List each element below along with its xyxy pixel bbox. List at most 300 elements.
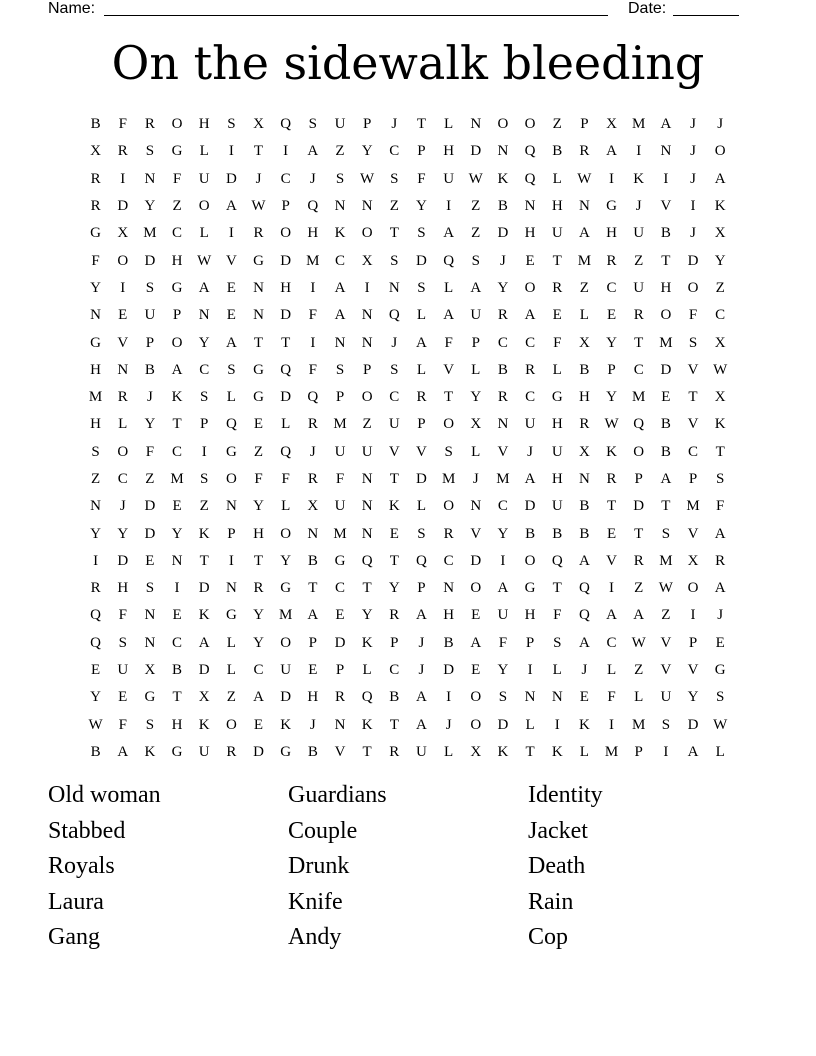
grid-letter: P [634,471,643,487]
grid-letter: P [634,743,643,760]
grid-letter: D [253,743,264,760]
grid-letter: C [633,361,644,378]
grid-letter: Y [90,525,101,542]
grid-letter: N [361,525,373,542]
grid-row [82,138,734,165]
grid-letter: E [226,307,236,324]
grid-row [82,630,734,657]
grid-letter: L [552,170,562,187]
word-list-item: Knife [288,888,343,915]
grid-letter: S [471,252,480,269]
grid-letter: G [253,252,264,269]
grid-letter: X [117,225,129,242]
grid-letter: T [389,225,399,242]
grid-letter: I [120,170,126,187]
grid-letter: F [281,471,290,487]
grid-letter: B [144,361,155,378]
grid-letter: Y [253,634,264,651]
grid-letter: I [446,689,452,706]
grid-letter: Q [280,116,292,133]
grid-letter: U [198,170,210,187]
grid-letter: N [551,689,563,706]
grid-letter: I [690,607,696,624]
grid-letter: H [280,279,292,296]
grid-letter: X [253,116,264,133]
grid-letter: N [524,689,536,706]
grid-letter: C [389,389,400,406]
grid-letter: O [470,689,482,706]
grid-letter: J [581,662,588,679]
grid-row [82,111,734,138]
grid-letter: U [117,662,129,679]
grid-letter: A [443,225,455,242]
grid-letter: H [198,116,210,133]
grid-letter: Y [90,689,101,706]
grid-letter: W [197,252,212,269]
grid-letter: V [687,361,699,378]
grid-letter: A [253,689,264,706]
grid-letter: N [307,525,319,542]
grid-letter: F [91,252,100,269]
grid-letter: S [390,170,399,187]
header-line [48,0,748,20]
grid-letter: Q [578,580,590,597]
grid-letter: B [307,743,318,760]
grid-letter: J [309,170,316,187]
grid-letter: W [713,361,728,378]
grid-letter: E [471,662,481,679]
grid-letter: P [335,389,345,406]
grid-letter: N [171,552,183,569]
grid-letter: K [171,389,183,406]
grid-letter: A [470,279,482,296]
grid-letter: R [552,279,563,296]
grid-letter: L [416,361,427,378]
grid-letter: Y [497,662,509,679]
grid-letter: B [660,443,671,460]
grid-letter: F [498,634,508,651]
grid-letter: J [146,389,153,406]
grid-letter: D [633,498,645,515]
grid-letter: P [471,334,480,351]
grid-letter: D [687,252,699,269]
grid-letter: I [93,552,99,569]
grid-letter: Q [443,252,455,269]
grid-letter: U [633,225,645,242]
grid-letter: L [525,716,535,733]
grid-letter: G [606,198,617,215]
grid-letter: A [660,471,672,487]
grid-letter: R [633,552,644,569]
grid-letter: C [334,580,345,597]
grid-letter: L [471,361,481,378]
grid-letter: E [118,689,128,706]
grid-letter: N [90,307,101,324]
grid-letter: Q [307,198,319,215]
grid-letter: X [578,334,590,351]
grid-letter: L [416,307,427,324]
word-list-item: Royals [48,853,115,879]
grid-letter: C [172,225,183,242]
grid-letter: J [500,252,506,269]
word-list-item: Cop [528,924,569,950]
grid-letter: W [713,716,728,733]
grid-letter: S [444,443,453,460]
grid-letter: Y [361,607,373,624]
grid-letter: M [632,716,646,733]
grid-letter: T [281,334,291,351]
grid-letter: M [170,471,184,487]
grid-letter: D [144,525,156,542]
grid-letter: L [226,389,236,406]
grid-letter: I [201,443,207,460]
grid-letter: T [634,334,644,351]
grid-letter: S [390,361,399,378]
grid-letter: Y [687,689,699,706]
grid-letter: N [361,198,373,215]
grid-letter: X [90,143,101,160]
grid-letter: H [606,225,617,242]
grid-letter: T [253,334,264,351]
grid-letter: Q [524,170,536,187]
name-label: Name: [48,0,96,17]
grid-letter: T [552,580,562,597]
grid-letter: L [606,662,617,679]
grid-letter: H [524,607,536,624]
grid-letter: E [606,307,617,324]
grid-letter: F [716,498,725,515]
grid-letter: N [253,307,264,324]
word-list-item: Drunk [288,853,350,879]
grid-letter: R [579,143,590,160]
grid-letter: H [443,143,455,160]
grid-letter: K [198,716,210,733]
grid-letter: Q [361,689,373,706]
grid-row [82,275,734,302]
grid-letter: E [90,662,101,679]
grid-letter: Q [90,607,101,624]
grid-letter: O [171,116,183,133]
grid-letter: A [578,225,590,242]
word-list-item: Laura [48,888,104,915]
grid-letter: M [632,389,646,406]
grid-letter: I [228,143,234,160]
grid-letter: A [416,716,427,733]
grid-letter: I [609,170,615,187]
grid-letter: Y [280,552,292,569]
grid-letter: R [253,580,264,597]
grid-row [82,466,734,493]
grid-letter: L [579,743,589,760]
grid-letter: O [280,634,292,651]
grid-letter: A [606,607,617,624]
grid-letter: Y [470,389,482,406]
grid-letter: E [118,307,128,324]
grid-letter: N [578,198,590,215]
grid-letter: V [117,334,129,351]
grid-letter: V [497,443,509,460]
grid-letter: W [604,416,619,433]
grid-row [82,739,734,766]
grid-letter: Y [497,279,509,296]
grid-letter: C [606,634,617,651]
grid-letter: H [660,279,672,296]
grid-letter: I [609,580,615,597]
grid-letter: C [117,471,128,487]
grid-letter: O [633,443,645,460]
grid-letter: F [688,307,698,324]
grid-row [82,357,734,384]
grid-letter: J [119,498,126,515]
grid-letter: F [118,607,127,624]
grid-letter: S [335,361,345,378]
grid-letter: Z [661,607,671,624]
grid-letter: N [443,580,455,597]
grid-letter: Z [552,116,562,133]
grid-letter: G [551,389,563,406]
grid-letter: O [280,225,292,242]
grid-letter: R [606,252,617,269]
grid-letter: G [714,662,726,679]
grid-letter: B [660,416,671,433]
grid-letter: P [362,361,372,378]
grid-letter: R [117,143,128,160]
grid-letter: P [417,416,426,433]
grid-letter: J [717,607,724,624]
grid-letter: R [90,198,101,215]
grid-letter: G [90,334,101,351]
grid-letter: I [283,143,289,160]
grid-letter: P [335,662,345,679]
grid-letter: V [660,198,672,215]
grid-letter: O [171,334,183,351]
grid-letter: V [416,443,427,460]
grid-letter: G [171,279,183,296]
grid-letter: S [417,525,426,542]
grid-letter: S [661,525,671,542]
grid-letter: B [90,743,101,760]
grid-letter: J [717,116,724,133]
grid-letter: L [199,143,209,160]
grid-letter: L [444,743,454,760]
grid-letter: I [527,662,533,679]
grid-letter: G [253,389,264,406]
grid-letter: N [361,307,373,324]
grid-letter: K [334,225,346,242]
grid-letter: B [90,116,101,133]
grid-letter: R [389,607,400,624]
grid-letter: D [198,580,210,597]
word-list-item: Gang [48,924,100,950]
grid-letter: W [360,170,375,187]
grid-letter: F [118,116,127,133]
grid-letter: D [144,498,156,515]
grid-letter: X [470,743,482,760]
grid-letter: L [281,416,291,433]
grid-letter: I [554,716,560,733]
grid-letter: H [551,471,563,487]
grid-letter: F [172,170,182,187]
grid-letter: R [307,471,318,487]
grid-letter: P [145,334,155,351]
grid-row [82,220,734,247]
grid-letter: A [470,634,482,651]
grid-letter: Y [416,198,427,215]
grid-letter: G [171,743,183,760]
grid-letter: K [497,170,509,187]
grid-letter: T [688,389,698,406]
grid-letter: F [607,689,616,706]
grid-letter: N [470,116,482,133]
grid-letter: A [225,198,237,215]
grid-letter: N [144,634,156,651]
grid-letter: T [634,525,644,542]
grid-letter: A [524,307,536,324]
grid-letter: C [606,279,617,296]
grid-letter: Y [253,498,264,515]
grid-letter: C [172,634,183,651]
grid-letter: I [663,743,669,760]
grid-letter: W [577,170,592,187]
grid-letter: G [90,225,101,242]
grid-letter: H [307,689,319,706]
grid-letter: Q [361,552,373,569]
grid-letter: N [497,416,509,433]
grid-letter: P [417,580,426,597]
grid-letter: X [198,689,210,706]
grid-letter: L [362,662,372,679]
grid-letter: T [552,252,562,269]
grid-letter: R [226,743,237,760]
grid-letter: U [660,689,672,706]
grid-letter: S [688,334,698,351]
grid-letter: G [253,361,264,378]
grid-letter: Q [225,416,237,433]
grid-letter: Y [171,525,183,542]
grid-letter: B [579,498,590,515]
grid-letter: L [226,634,236,651]
grid-letter: T [606,498,617,515]
grid-letter: M [577,252,592,269]
grid-letter: E [661,389,671,406]
grid-letter: D [334,634,346,651]
grid-letter: N [90,498,101,515]
grid-letter: N [198,307,210,324]
grid-letter: L [471,443,481,460]
grid-letter: E [172,498,182,515]
grid-letter: Z [362,416,372,433]
grid-letter: O [443,416,455,433]
grid-letter: V [687,662,699,679]
grid-letter: B [552,143,563,160]
grid-letter: L [552,662,562,679]
grid-letter: A [497,580,509,597]
grid-letter: A [714,170,726,187]
grid-letter: D [117,552,129,569]
grid-letter: B [497,198,508,215]
grid-letter: H [171,716,183,733]
word-list-item: Identity [528,782,603,808]
grid-letter: I [174,580,180,597]
grid-letter: B [525,525,536,542]
grid-letter: O [280,525,292,542]
grid-letter: J [527,443,533,460]
grid-letter: D [198,662,210,679]
grid-letter: W [251,198,266,215]
grid-row [82,193,734,220]
grid-letter: C [525,389,536,406]
grid-letter: S [417,225,426,242]
grid-letter: E [253,716,264,733]
grid-letter: O [117,443,129,460]
grid-letter: D [497,716,509,733]
grid-letter: B [307,552,318,569]
grid-letter: S [308,116,317,133]
grid-letter: I [228,225,234,242]
grid-letter: O [470,716,482,733]
grid-letter: S [227,361,236,378]
grid-letter: T [525,743,535,760]
grid-letter: N [144,607,156,624]
grid-letter: P [227,525,236,542]
grid-letter: O [443,498,455,515]
grid-letter: H [171,252,183,269]
grid-letter: Y [714,252,726,269]
grid-letter: Z [634,580,644,597]
grid-letter: D [660,361,672,378]
grid-letter: C [389,662,400,679]
grid-letter: A [524,471,536,487]
grid-letter: L [199,225,209,242]
grid-letter: Z [226,689,236,706]
grid-letter: A [443,307,455,324]
grid-letter: R [253,225,264,242]
grid-letter: C [443,552,454,569]
grid-letter: E [606,525,617,542]
grid-letter: I [310,334,316,351]
grid-letter: A [334,307,346,324]
grid-row [82,602,734,629]
grid-letter: E [335,607,345,624]
grid-letter: E [389,525,399,542]
grid-letter: J [391,116,398,133]
grid-letter: K [198,607,210,624]
grid-letter: L [634,689,644,706]
grid-letter: D [443,662,455,679]
grid-letter: S [200,471,209,487]
grid-letter: Z [471,225,481,242]
grid-letter: R [606,471,617,487]
grid-letter: H [524,225,536,242]
grid-letter: V [687,416,699,433]
grid-letter: R [715,552,726,569]
grid-row [82,684,734,711]
grid-letter: B [497,361,508,378]
grid-row [82,329,734,356]
grid-letter: T [661,498,671,515]
word-list-item: Guardians [288,782,387,808]
grid-letter: B [389,689,400,706]
grid-letter: Z [471,198,481,215]
grid-letter: P [390,634,399,651]
word-list-item: Andy [288,924,342,950]
grid-letter: L [444,116,454,133]
grid-letter: A [117,743,129,760]
grid-letter: R [307,416,318,433]
grid-letter: O [117,252,129,269]
grid-letter: F [254,471,263,487]
grid-row [82,439,734,466]
